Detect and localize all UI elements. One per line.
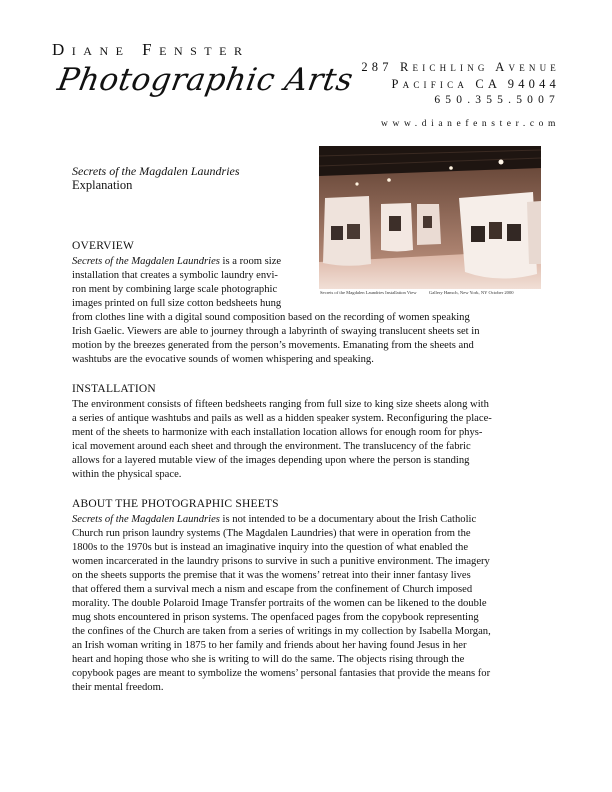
installation-line: ment of the sheets to harmonize with each installation location allows for enough room for phys- xyxy=(72,427,483,438)
installation-line: ical movement around each sheet and through the environment. The translucency of the fabric xyxy=(72,441,471,452)
installation-line: allows for a layered mutable view of the images depending upon where the person is standing xyxy=(72,455,470,466)
about-line xyxy=(72,514,476,525)
about-line: that offered them a survival mech a nism and escape from the confinement of Church imposed xyxy=(72,584,473,595)
about-line: women incarcerated in the laundry prisons to survive in such a punitive environment. The imagery xyxy=(72,556,490,567)
overview-line: images printed on full size cotton bedsheets hung xyxy=(72,298,282,309)
about-line: morality. The double Polaroid Image Transfer portraits of the women can be likened to the double xyxy=(72,598,487,609)
overview-line: from clothes line with a digital sound composition based on the recording of women speaking xyxy=(72,312,470,323)
about-line: an Irish woman writing in 1875 to her family and friends about her having found Jesus in her xyxy=(72,640,467,651)
overview-line: Irish Gaelic. Viewers are able to journey through a labyrinth of swaying translucent sheets set in xyxy=(72,326,480,337)
installation-line: a series of antique washtubs and pails as well as a hidden speaker system. Reconfiguring the place- xyxy=(72,413,492,424)
overview-line: washtubs are the evocative sounds of women whispering and speaking. xyxy=(72,354,374,365)
photo-caption xyxy=(320,290,542,295)
work-title: Secrets of the Magdalen Laundries xyxy=(72,256,220,267)
overview-line xyxy=(72,256,281,267)
installation-heading: INSTALLATION xyxy=(72,383,156,395)
address-street: 287 Reichling Avenue xyxy=(361,60,560,74)
about-line: copybook pages are meant to symbolize the womens’ personal fantasies that provide the means for xyxy=(72,668,491,679)
about-heading: ABOUT THE PHOTOGRAPHIC SHEETS xyxy=(72,498,279,510)
installation-line: within the physical space. xyxy=(72,469,182,480)
overview-heading: OVERVIEW xyxy=(72,240,134,252)
phone-number: 650.355.5007 xyxy=(434,94,560,106)
about-line-text: is not intended to be a documentary about the Irish Catholic xyxy=(219,514,477,525)
letterhead-name: Diane Fenster xyxy=(52,40,250,59)
document-subtitle: Explanation xyxy=(72,178,133,192)
work-title: Secrets of the Magdalen Laundries xyxy=(72,514,220,525)
about-line: 1800s to the 1970s but is instead an imaginative inquiry into the question of what enabled the xyxy=(72,542,469,553)
overview-line: motion by the breezes generated from the person’s movements. Emanating from the sheets and xyxy=(72,340,474,351)
about-line: Church run prison laundry systems (The Magdalen Laundries) that were in operation from the xyxy=(72,528,471,539)
installation-photo xyxy=(319,146,541,289)
about-line: on the sheets supports the premise that it was the womens’ retreat into their inner fantasy lives xyxy=(72,570,471,581)
about-line: the confines of the Church are taken from a series of writings in my collection by Isabella Morgan, xyxy=(72,626,491,637)
document-title: Secrets of the Magdalen Laundries xyxy=(72,164,240,178)
installation-line: The environment consists of fifteen bedsheets ranging from full size to king size sheets along with xyxy=(72,399,489,410)
about-line: their mental freedom. xyxy=(72,682,164,693)
overview-line: installation that creates a symbolic laundry envi- xyxy=(72,270,278,281)
address-city: Pacifica CA 94044 xyxy=(391,77,560,91)
photo-caption-right: Gallery Hansch, New York, NY October 2000 xyxy=(428,290,514,295)
letterhead-script-title: Photographic Arts xyxy=(54,62,356,98)
photo-caption-left: Secrets of the Magdalen Laundries Installation View xyxy=(320,290,417,295)
about-line: mug shots encountered in prison systems. The openfaced pages from the copybook representing xyxy=(72,612,479,623)
website: www.dianefenster.com xyxy=(381,119,560,129)
overview-line-text: is a room size xyxy=(219,256,282,267)
about-line: heart and hoping those who she is writing to will do the same. The objects rising through the xyxy=(72,654,465,665)
overview-line: ron ment by combining large scale photographic xyxy=(72,284,278,295)
installation-photo-graphic xyxy=(319,146,541,289)
